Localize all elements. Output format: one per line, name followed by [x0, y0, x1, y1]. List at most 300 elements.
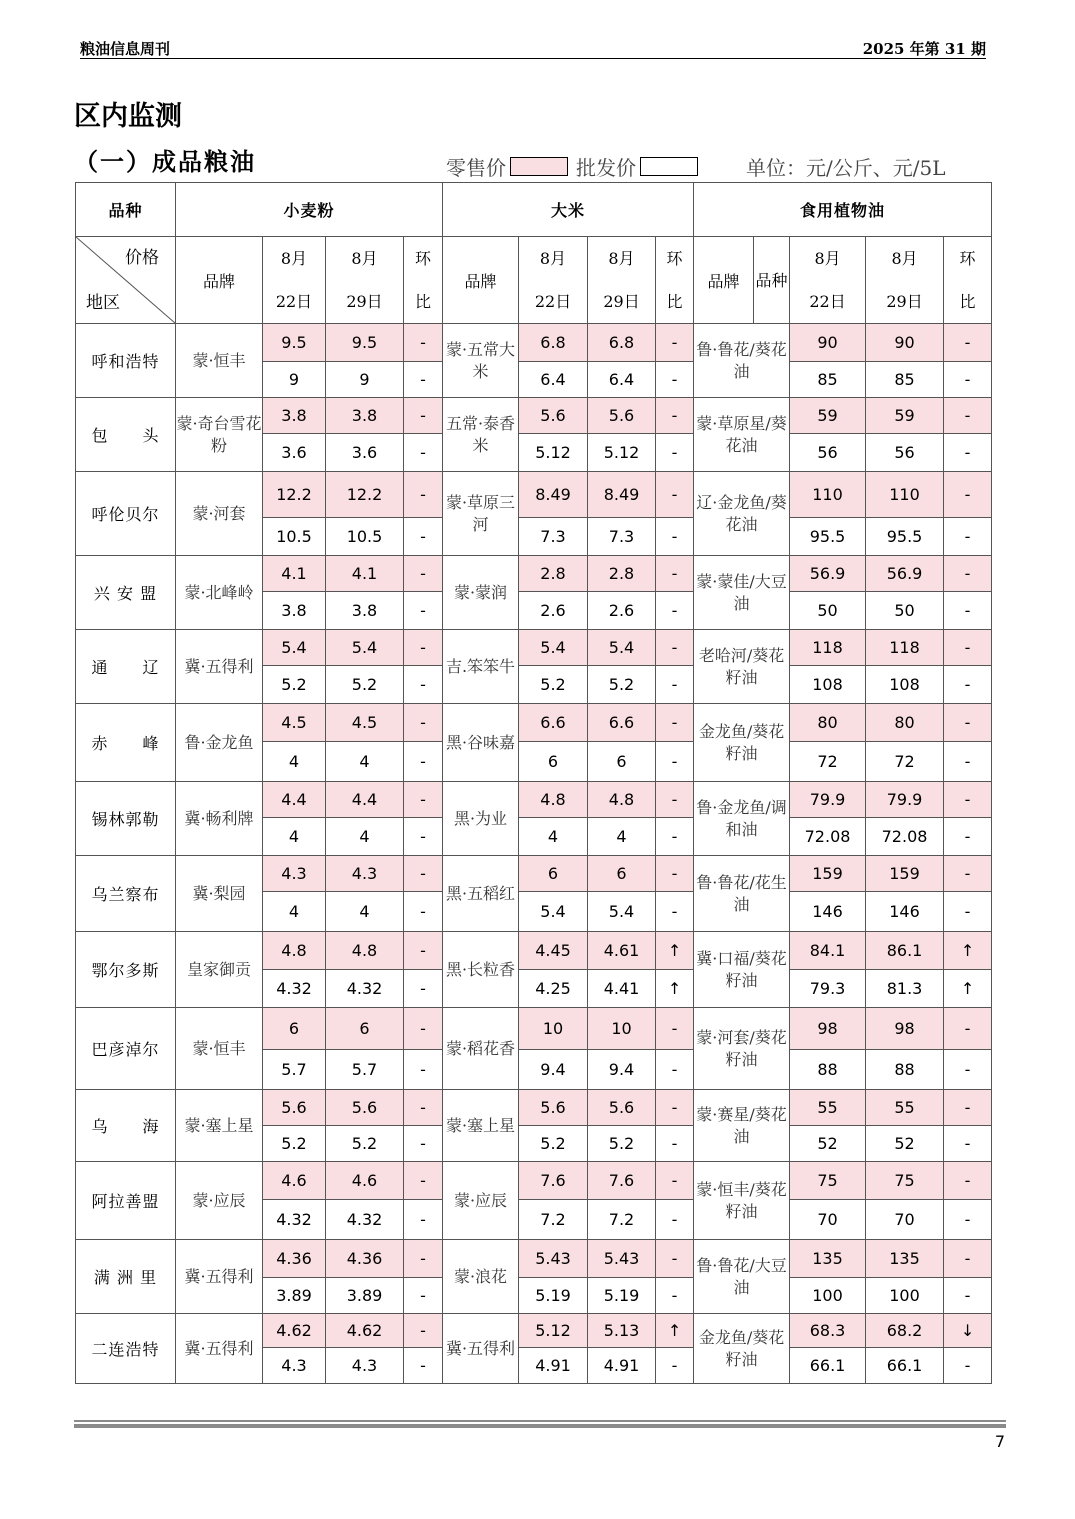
rice-retail-change-cell: - [656, 1090, 694, 1126]
oil-retail-change-cell: - [944, 324, 992, 362]
table-row-retail [76, 932, 992, 970]
rice-retail-aug29-cell: 5.13 [588, 1314, 656, 1348]
oil-wholesale-aug22-cell: 108 [790, 666, 866, 704]
oil-retail-aug22-cell: 59 [790, 398, 866, 434]
oil-retail-aug22-cell: 55 [790, 1090, 866, 1126]
rice-retail-aug22-cell: 5.12 [519, 1314, 588, 1348]
oil-wholesale-aug29-cell: 88 [866, 1050, 944, 1090]
wheat-retail-aug29-cell: 3.8 [326, 398, 404, 434]
oil-brand-cell: 蒙·河套/葵花籽油 [694, 1008, 790, 1090]
rice-wholesale-change-cell: - [656, 1126, 694, 1162]
oil-retail-change-cell: - [944, 398, 992, 434]
category-oil: 食用植物油 [694, 183, 992, 237]
legend-wholesale-label: 批发价 [576, 156, 636, 180]
oil-wholesale-aug22-cell: 100 [790, 1278, 866, 1314]
oil-wholesale-change-cell: - [944, 1348, 992, 1384]
wheat-retail-change-cell: - [404, 556, 443, 592]
oil-retail-aug29-cell: 159 [866, 856, 944, 892]
region-cell: 呼和浩特 [76, 324, 176, 398]
oil-retail-aug22-cell: 75 [790, 1162, 866, 1200]
oil-wholesale-aug29-cell: 72 [866, 742, 944, 782]
rice-retail-change-cell: - [656, 324, 694, 362]
rice-wholesale-aug29-cell: 5.12 [588, 434, 656, 472]
wheat-retail-change-cell: - [404, 704, 443, 742]
rice-wholesale-change-cell: - [656, 742, 694, 782]
wheat-retail-aug29-cell: 4.36 [326, 1240, 404, 1278]
wheat-wholesale-aug22-cell: 4.32 [263, 1200, 326, 1240]
wheat-retail-aug22-cell: 4.3 [263, 856, 326, 892]
rice-wholesale-aug22-cell: 6 [519, 742, 588, 782]
wheat-brand-cell: 蒙·应辰 [176, 1162, 263, 1240]
table-row-retail [76, 1314, 992, 1348]
rice-brand-cell: 蒙·浪花 [443, 1240, 519, 1314]
region-cell: 兴 安 盟 [76, 556, 176, 630]
wheat-wholesale-change-cell: - [404, 742, 443, 782]
wheat-wholesale-aug22-cell: 4.3 [263, 1348, 326, 1384]
wheat-retail-aug22-cell: 4.8 [263, 932, 326, 970]
oil-brand-cell: 鲁·鲁花/花生油 [694, 856, 790, 932]
rice-retail-aug22-cell: 5.6 [519, 398, 588, 434]
oil-retail-aug29-cell: 56.9 [866, 556, 944, 592]
rice-retail-aug29-cell: 7.6 [588, 1162, 656, 1200]
wheat-retail-aug29-cell: 6 [326, 1008, 404, 1050]
wheat-wholesale-aug29-cell: 5.2 [326, 1126, 404, 1162]
oil-wholesale-aug29-cell: 72.08 [866, 818, 944, 856]
rice-wholesale-aug22-cell: 4.25 [519, 970, 588, 1008]
rice-wholesale-aug29-cell: 5.19 [588, 1278, 656, 1314]
wheat-brand-header: 品牌 [176, 237, 263, 324]
rice-wholesale-aug22-cell: 4.91 [519, 1348, 588, 1384]
wheat-retail-aug29-cell: 4.4 [326, 782, 404, 818]
rice-wholesale-change-cell: - [656, 592, 694, 630]
wheat-wholesale-aug29-cell: 4 [326, 892, 404, 932]
wheat-wholesale-aug22-cell: 10.5 [263, 518, 326, 556]
oil-retail-aug29-cell: 75 [866, 1162, 944, 1200]
rice-wholesale-change-cell: - [656, 1200, 694, 1240]
rice-retail-change-cell: - [656, 472, 694, 518]
region-cell: 阿拉善盟 [76, 1162, 176, 1240]
region-cell: 呼伦贝尔 [76, 472, 176, 556]
oil-wholesale-change-cell: - [944, 818, 992, 856]
oil-brand-cell: 金龙鱼/葵花籽油 [694, 704, 790, 782]
oil-brand-header: 品牌 [694, 237, 754, 324]
sub-header-row [76, 237, 992, 324]
oil-retail-aug22-cell: 68.3 [790, 1314, 866, 1348]
rice-retail-change-cell: - [656, 630, 694, 666]
wheat-wholesale-aug22-cell: 4 [263, 892, 326, 932]
wheat-brand-cell: 冀·五得利 [176, 1240, 263, 1314]
oil-wholesale-change-cell: ↑ [944, 970, 992, 1008]
rice-wholesale-aug22-cell: 5.2 [519, 1126, 588, 1162]
wheat-retail-aug22-cell: 5.4 [263, 630, 326, 666]
oil-brand-cell: 蒙·蒙佳/大豆油 [694, 556, 790, 630]
oil-wholesale-aug29-cell: 100 [866, 1278, 944, 1314]
rice-change-header: 环 比 [656, 237, 694, 324]
rice-wholesale-change-cell: - [656, 892, 694, 932]
oil-brand-cell: 蒙·草原星/葵花油 [694, 398, 790, 472]
rice-wholesale-aug29-cell: 4 [588, 818, 656, 856]
region-cell: 通 辽 [76, 630, 176, 704]
wheat-wholesale-aug29-cell: 4.32 [326, 1200, 404, 1240]
rice-retail-aug29-cell: 5.6 [588, 398, 656, 434]
oil-wholesale-aug22-cell: 50 [790, 592, 866, 630]
oil-retail-aug22-cell: 135 [790, 1240, 866, 1278]
wheat-retail-change-cell: - [404, 932, 443, 970]
wheat-retail-aug29-cell: 4.6 [326, 1162, 404, 1200]
oil-wholesale-change-cell: - [944, 742, 992, 782]
subsection-title: （一）成品粮油 [74, 147, 256, 176]
rice-retail-change-cell: ↑ [656, 1314, 694, 1348]
rice-wholesale-aug22-cell: 5.12 [519, 434, 588, 472]
wheat-brand-cell: 蒙·北峰岭 [176, 556, 263, 630]
oil-brand-cell: 鲁·鲁花/葵花油 [694, 324, 790, 398]
wheat-wholesale-aug22-cell: 3.89 [263, 1278, 326, 1314]
rice-retail-aug29-cell: 6.8 [588, 324, 656, 362]
oil-brand-cell: 鲁·金龙鱼/调和油 [694, 782, 790, 856]
wheat-wholesale-aug22-cell: 3.6 [263, 434, 326, 472]
wheat-brand-cell: 冀·畅利牌 [176, 782, 263, 856]
wheat-retail-aug29-cell: 4.5 [326, 704, 404, 742]
oil-brand-cell: 蒙·恒丰/葵花籽油 [694, 1162, 790, 1240]
wheat-retail-aug22-cell: 6 [263, 1008, 326, 1050]
table-row-retail [76, 630, 992, 666]
wheat-brand-cell: 鲁·金龙鱼 [176, 704, 263, 782]
wheat-wholesale-aug29-cell: 3.8 [326, 592, 404, 630]
wheat-wholesale-aug29-cell: 3.6 [326, 434, 404, 472]
rice-brand-cell: 黑·五稻红 [443, 856, 519, 932]
wheat-wholesale-aug22-cell: 4 [263, 818, 326, 856]
category-wheat: 小麦粉 [176, 183, 443, 237]
rice-wholesale-aug22-cell: 6.4 [519, 362, 588, 398]
rice-retail-aug22-cell: 2.8 [519, 556, 588, 592]
page-header [80, 38, 986, 59]
rice-retail-change-cell: - [656, 1240, 694, 1278]
issue-number: 2025 年第 31 期 [862, 40, 986, 58]
rice-retail-aug22-cell: 10 [519, 1008, 588, 1050]
wheat-wholesale-aug22-cell: 5.2 [263, 1126, 326, 1162]
oil-retail-change-cell: - [944, 856, 992, 892]
oil-wholesale-aug29-cell: 70 [866, 1200, 944, 1240]
wheat-retail-change-cell: - [404, 324, 443, 362]
oil-wholesale-aug22-cell: 146 [790, 892, 866, 932]
rice-retail-change-cell: ↑ [656, 932, 694, 970]
rice-wholesale-aug22-cell: 7.2 [519, 1200, 588, 1240]
oil-wholesale-aug29-cell: 108 [866, 666, 944, 704]
rice-wholesale-change-cell: - [656, 1348, 694, 1384]
legend [446, 152, 945, 181]
table-row-retail [76, 556, 992, 592]
region-cell: 巴彦淖尔 [76, 1008, 176, 1090]
oil-wholesale-aug22-cell: 70 [790, 1200, 866, 1240]
wheat-retail-aug22-cell: 4.5 [263, 704, 326, 742]
oil-wholesale-aug29-cell: 146 [866, 892, 944, 932]
rice-wholesale-change-cell: - [656, 818, 694, 856]
wheat-retail-change-cell: - [404, 1090, 443, 1126]
wheat-wholesale-change-cell: - [404, 1278, 443, 1314]
rice-retail-aug22-cell: 6.8 [519, 324, 588, 362]
wheat-wholesale-change-cell: - [404, 362, 443, 398]
rice-wholesale-aug29-cell: 4.41 [588, 970, 656, 1008]
oil-retail-change-cell: - [944, 556, 992, 592]
rice-wholesale-aug22-cell: 7.3 [519, 518, 588, 556]
wheat-retail-aug22-cell: 4.36 [263, 1240, 326, 1278]
rice-brand-cell: 蒙·草原三河 [443, 472, 519, 556]
oil-wholesale-aug22-cell: 72.08 [790, 818, 866, 856]
rice-brand-cell: 蒙·五常大米 [443, 324, 519, 398]
rice-wholesale-change-cell: - [656, 434, 694, 472]
rice-wholesale-aug29-cell: 7.2 [588, 1200, 656, 1240]
wheat-wholesale-aug29-cell: 4 [326, 818, 404, 856]
oil-wholesale-change-cell: - [944, 518, 992, 556]
table-row-retail [76, 324, 992, 362]
wheat-wholesale-aug29-cell: 4.3 [326, 1348, 404, 1384]
corner-cell [76, 237, 176, 324]
legend-retail-swatch [510, 157, 568, 176]
oil-wholesale-change-cell: - [944, 1278, 992, 1314]
wheat-wholesale-aug29-cell: 4.32 [326, 970, 404, 1008]
region-cell: 赤 峰 [76, 704, 176, 782]
wheat-retail-aug22-cell: 9.5 [263, 324, 326, 362]
oil-retail-change-cell: - [944, 1240, 992, 1278]
wheat-wholesale-change-cell: - [404, 592, 443, 630]
oil-wholesale-change-cell: - [944, 892, 992, 932]
rice-retail-change-cell: - [656, 398, 694, 434]
rice-retail-aug22-cell: 5.43 [519, 1240, 588, 1278]
wheat-retail-aug22-cell: 4.62 [263, 1314, 326, 1348]
oil-retail-aug29-cell: 90 [866, 324, 944, 362]
oil-brand-cell: 老哈河/葵花籽油 [694, 630, 790, 704]
oil-retail-aug29-cell: 118 [866, 630, 944, 666]
oil-retail-aug22-cell: 80 [790, 704, 866, 742]
wheat-retail-change-cell: - [404, 856, 443, 892]
wheat-wholesale-aug29-cell: 5.7 [326, 1050, 404, 1090]
wheat-retail-aug22-cell: 4.1 [263, 556, 326, 592]
rice-wholesale-aug29-cell: 5.2 [588, 1126, 656, 1162]
wheat-retail-aug29-cell: 5.6 [326, 1090, 404, 1126]
oil-change-header: 环 比 [944, 237, 992, 324]
oil-retail-aug22-cell: 118 [790, 630, 866, 666]
wheat-wholesale-aug29-cell: 10.5 [326, 518, 404, 556]
wheat-brand-cell: 冀·五得利 [176, 630, 263, 704]
rice-brand-header: 品牌 [443, 237, 519, 324]
rice-retail-aug22-cell: 4.45 [519, 932, 588, 970]
oil-wholesale-aug22-cell: 72 [790, 742, 866, 782]
rice-brand-cell: 吉.笨笨牛 [443, 630, 519, 704]
oil-brand-cell: 金龙鱼/葵花籽油 [694, 1314, 790, 1384]
wheat-brand-cell: 冀·梨园 [176, 856, 263, 932]
rice-brand-cell: 黑·谷味嘉 [443, 704, 519, 782]
oil-wholesale-aug22-cell: 66.1 [790, 1348, 866, 1384]
oil-wholesale-aug29-cell: 56 [866, 434, 944, 472]
oil-wholesale-aug22-cell: 56 [790, 434, 866, 472]
oil-wholesale-aug29-cell: 85 [866, 362, 944, 398]
oil-retail-aug22-cell: 98 [790, 1008, 866, 1050]
rice-retail-change-cell: - [656, 704, 694, 742]
region-cell: 锡林郭勒 [76, 782, 176, 856]
wheat-wholesale-change-cell: - [404, 434, 443, 472]
rice-brand-cell: 蒙·塞上星 [443, 1090, 519, 1162]
oil-retail-aug22-cell: 84.1 [790, 932, 866, 970]
oil-retail-change-cell: - [944, 1090, 992, 1126]
rice-brand-cell: 蒙·稻花香 [443, 1008, 519, 1090]
rice-wholesale-change-cell: - [656, 518, 694, 556]
oil-retail-change-cell: - [944, 1162, 992, 1200]
wheat-wholesale-aug22-cell: 5.2 [263, 666, 326, 704]
table-row-retail [76, 472, 992, 518]
category-header-row [76, 183, 992, 237]
oil-brand-cell: 冀·口福/葵花籽油 [694, 932, 790, 1008]
oil-date1-header: 8月 22日 [790, 237, 866, 324]
wheat-wholesale-aug22-cell: 4.32 [263, 970, 326, 1008]
oil-kind-header: 品种 [754, 237, 790, 324]
wheat-change-header: 环 比 [404, 237, 443, 324]
section-title: 区内监测 [74, 101, 182, 132]
rice-wholesale-aug22-cell: 9.4 [519, 1050, 588, 1090]
table-row-retail [76, 398, 992, 434]
wheat-retail-aug29-cell: 12.2 [326, 472, 404, 518]
oil-retail-aug22-cell: 159 [790, 856, 866, 892]
wheat-retail-aug22-cell: 5.6 [263, 1090, 326, 1126]
oil-wholesale-aug29-cell: 81.3 [866, 970, 944, 1008]
rice-retail-aug29-cell: 6 [588, 856, 656, 892]
table-row-retail [76, 782, 992, 818]
wheat-retail-aug22-cell: 4.6 [263, 1162, 326, 1200]
rice-wholesale-aug29-cell: 9.4 [588, 1050, 656, 1090]
wheat-wholesale-change-cell: - [404, 818, 443, 856]
oil-wholesale-change-cell: - [944, 1050, 992, 1090]
table-row-retail [76, 704, 992, 742]
rice-retail-change-cell: - [656, 556, 694, 592]
oil-wholesale-aug22-cell: 95.5 [790, 518, 866, 556]
rice-brand-cell: 五常·泰香米 [443, 398, 519, 472]
journal-name: 粮油信息周刊 [80, 40, 171, 58]
oil-retail-aug29-cell: 86.1 [866, 932, 944, 970]
oil-wholesale-aug22-cell: 79.3 [790, 970, 866, 1008]
wheat-retail-aug22-cell: 3.8 [263, 398, 326, 434]
rice-wholesale-aug29-cell: 5.2 [588, 666, 656, 704]
oil-retail-change-cell: - [944, 472, 992, 518]
rice-retail-change-cell: - [656, 856, 694, 892]
region-cell: 鄂尔多斯 [76, 932, 176, 1008]
oil-retail-change-cell: - [944, 704, 992, 742]
rice-wholesale-change-cell: - [656, 1050, 694, 1090]
table-row-retail [76, 1240, 992, 1278]
wheat-retail-aug29-cell: 9.5 [326, 324, 404, 362]
wheat-wholesale-change-cell: - [404, 1050, 443, 1090]
wheat-wholesale-aug29-cell: 4 [326, 742, 404, 782]
rice-retail-aug22-cell: 8.49 [519, 472, 588, 518]
wheat-retail-aug29-cell: 4.62 [326, 1314, 404, 1348]
wheat-wholesale-change-cell: - [404, 970, 443, 1008]
rice-brand-cell: 蒙·蒙润 [443, 556, 519, 630]
rice-brand-cell: 黑·为业 [443, 782, 519, 856]
region-cell: 满 洲 里 [76, 1240, 176, 1314]
rice-brand-cell: 蒙·应辰 [443, 1162, 519, 1240]
wheat-retail-change-cell: - [404, 782, 443, 818]
wheat-wholesale-aug22-cell: 3.8 [263, 592, 326, 630]
rice-retail-aug22-cell: 5.6 [519, 1090, 588, 1126]
rice-wholesale-change-cell: - [656, 362, 694, 398]
table-row-retail [76, 856, 992, 892]
legend-retail-label: 零售价 [446, 156, 506, 180]
wheat-wholesale-change-cell: - [404, 892, 443, 932]
rice-retail-aug29-cell: 5.4 [588, 630, 656, 666]
wheat-wholesale-change-cell: - [404, 1126, 443, 1162]
legend-wholesale-swatch [640, 157, 698, 176]
page-number: 7 [994, 1432, 1005, 1451]
wheat-date2-header: 8月 29日 [326, 237, 404, 324]
wheat-brand-cell: 蒙·河套 [176, 472, 263, 556]
oil-retail-aug29-cell: 68.2 [866, 1314, 944, 1348]
oil-retail-change-cell: - [944, 1008, 992, 1050]
unit-label: 单位：元/公斤、元/5L [746, 156, 946, 180]
wheat-retail-aug29-cell: 5.4 [326, 630, 404, 666]
wheat-brand-cell: 蒙·恒丰 [176, 324, 263, 398]
table-row-retail [76, 1090, 992, 1126]
rice-retail-aug22-cell: 4.8 [519, 782, 588, 818]
oil-wholesale-aug22-cell: 85 [790, 362, 866, 398]
wheat-retail-change-cell: - [404, 1162, 443, 1200]
oil-wholesale-change-cell: - [944, 592, 992, 630]
variety-header: 品种 [76, 183, 176, 237]
wheat-date1-header: 8月 22日 [263, 237, 326, 324]
rice-retail-aug29-cell: 4.8 [588, 782, 656, 818]
wheat-retail-change-cell: - [404, 398, 443, 434]
oil-retail-change-cell: - [944, 782, 992, 818]
region-cell: 乌 海 [76, 1090, 176, 1162]
rice-retail-aug29-cell: 5.43 [588, 1240, 656, 1278]
wheat-brand-cell: 皇家御贡 [176, 932, 263, 1008]
rice-wholesale-aug29-cell: 6.4 [588, 362, 656, 398]
region-cell: 乌兰察布 [76, 856, 176, 932]
oil-wholesale-aug29-cell: 95.5 [866, 518, 944, 556]
oil-wholesale-change-cell: - [944, 362, 992, 398]
wheat-wholesale-aug29-cell: 9 [326, 362, 404, 398]
category-rice: 大米 [443, 183, 694, 237]
wheat-retail-aug29-cell: 4.8 [326, 932, 404, 970]
wheat-retail-aug22-cell: 4.4 [263, 782, 326, 818]
rice-wholesale-aug29-cell: 7.3 [588, 518, 656, 556]
wheat-retail-change-cell: - [404, 1008, 443, 1050]
oil-retail-aug22-cell: 56.9 [790, 556, 866, 592]
oil-wholesale-change-cell: - [944, 1200, 992, 1240]
wheat-wholesale-change-cell: - [404, 1200, 443, 1240]
oil-retail-aug22-cell: 79.9 [790, 782, 866, 818]
oil-wholesale-aug29-cell: 50 [866, 592, 944, 630]
rice-wholesale-change-cell: ↑ [656, 970, 694, 1008]
rice-wholesale-aug22-cell: 5.2 [519, 666, 588, 704]
rice-retail-aug22-cell: 6.6 [519, 704, 588, 742]
rice-wholesale-change-cell: - [656, 666, 694, 704]
rice-wholesale-aug29-cell: 6 [588, 742, 656, 782]
rice-retail-aug29-cell: 2.8 [588, 556, 656, 592]
wheat-brand-cell: 冀·五得利 [176, 1314, 263, 1384]
rice-date2-header: 8月 29日 [588, 237, 656, 324]
rice-retail-aug29-cell: 8.49 [588, 472, 656, 518]
wheat-wholesale-aug22-cell: 5.7 [263, 1050, 326, 1090]
price-label: 价格 [125, 248, 159, 268]
rice-retail-aug22-cell: 5.4 [519, 630, 588, 666]
wheat-wholesale-aug22-cell: 9 [263, 362, 326, 398]
region-label: 地区 [86, 293, 120, 313]
wheat-brand-cell: 蒙·恒丰 [176, 1008, 263, 1090]
region-cell: 二连浩特 [76, 1314, 176, 1384]
oil-retail-aug29-cell: 79.9 [866, 782, 944, 818]
rice-wholesale-aug22-cell: 5.4 [519, 892, 588, 932]
oil-wholesale-aug29-cell: 52 [866, 1126, 944, 1162]
table-row-retail [76, 1162, 992, 1200]
price-table [75, 182, 992, 1384]
